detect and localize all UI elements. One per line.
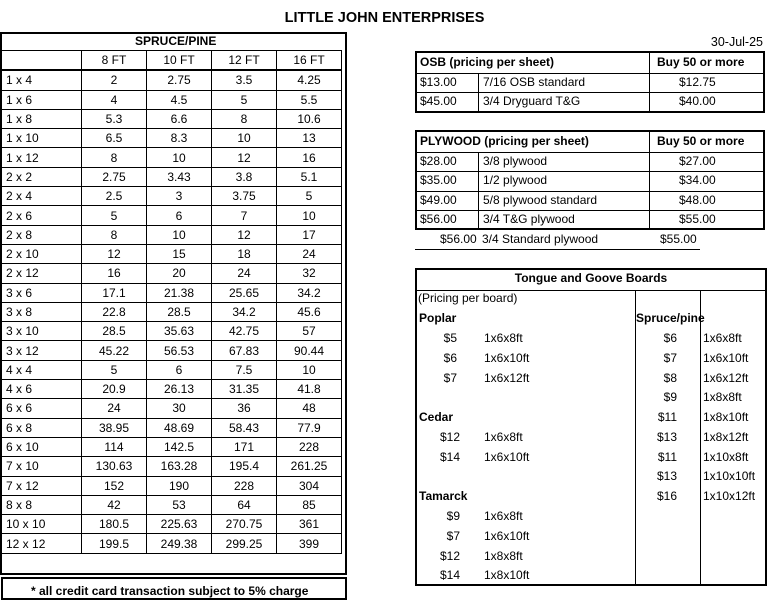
lumber-price: 38.95 — [82, 418, 147, 437]
spruce_pine-size: 1x6x10ft — [703, 350, 749, 365]
lumber-price: 10 — [147, 148, 212, 167]
spruce_pine-price: $11 — [657, 410, 677, 424]
lumber-price: 67.83 — [212, 341, 277, 360]
lumber-price: 5.3 — [82, 109, 147, 128]
plywood-price: $28.00 — [420, 153, 457, 168]
lumber-size: 1 x 6 — [2, 90, 82, 109]
lumber-price: 5 — [82, 360, 147, 379]
lumber-row — [2, 187, 342, 206]
lumber-price: 24 — [212, 264, 277, 283]
spruce-pine-title: SPRUCE/PINE — [135, 34, 217, 48]
spruce_pine-size: 1x6x12ft — [703, 370, 749, 385]
lumber-size: 2 x 12 — [2, 264, 82, 283]
spruce_pine-price: $11 — [657, 449, 677, 464]
plywood-bulk-price: $27.00 — [679, 153, 716, 168]
spruce_pine-size: 1x10x10ft — [703, 469, 756, 484]
lumber-price: 195.4 — [212, 457, 277, 476]
lumber-price: 7 — [212, 206, 277, 225]
lumber-size: 1 x 12 — [2, 148, 82, 167]
lumber-size: 3 x 6 — [2, 283, 82, 302]
plywood-row — [417, 191, 763, 212]
column-header: 16 FT — [277, 51, 342, 71]
lumber-size: 1 x 4 — [2, 70, 82, 90]
cedar-size: 1x6x10ft — [484, 449, 530, 464]
lumber-price: 171 — [212, 437, 277, 456]
lumber-price: 64 — [212, 495, 277, 514]
lumber-size: 3 x 8 — [2, 302, 82, 321]
lumber-price: 31.35 — [212, 380, 277, 399]
lumber-row — [2, 418, 342, 437]
tamarck-price: $9 — [446, 509, 460, 523]
lumber-price: 8.3 — [147, 129, 212, 148]
lumber-price: 2.5 — [82, 187, 147, 206]
lumber-price: 261.25 — [277, 457, 342, 476]
lumber-price: 6.6 — [147, 109, 212, 128]
lumber-size: 2 x 6 — [2, 206, 82, 225]
spruce_pine-size: 1x8x12ft — [703, 429, 749, 444]
lumber-size: 8 x 8 — [2, 495, 82, 514]
lumber-price: 35.63 — [147, 322, 212, 341]
poplar-price: $6 — [443, 350, 457, 365]
lumber-price: 3.8 — [212, 167, 277, 186]
lumber-price: 20.9 — [82, 380, 147, 399]
plywood-row — [417, 210, 763, 230]
poplar-size: 1x6x10ft — [484, 350, 530, 365]
lumber-price: 30 — [147, 399, 212, 418]
tamarck-size: 1x6x10ft — [484, 528, 530, 543]
lumber-price: 58.43 — [212, 418, 277, 437]
tongue-groove-title: Tongue and Goove Boards — [514, 271, 668, 285]
cedar-size: 1x6x8ft — [484, 430, 523, 444]
lumber-price: 16 — [82, 264, 147, 283]
lumber-price: 85 — [277, 495, 342, 514]
lumber-size: 6 x 6 — [2, 399, 82, 418]
lumber-row — [2, 302, 342, 321]
lumber-row — [2, 90, 342, 109]
lumber-price: 41.8 — [277, 380, 342, 399]
lumber-price: 228 — [277, 437, 342, 456]
lumber-price: 57 — [277, 322, 342, 341]
osb-header-row — [417, 53, 763, 74]
cedar-label: Cedar — [419, 410, 454, 424]
lumber-price: 8 — [212, 109, 277, 128]
lumber-price: 48.69 — [147, 418, 212, 437]
lumber-price: 90.44 — [277, 341, 342, 360]
plywood-bulk-header: Buy 50 or more — [657, 134, 745, 148]
lumber-row — [2, 341, 342, 360]
lumber-price: 12 — [212, 148, 277, 167]
lumber-row — [2, 225, 342, 244]
lumber-price: 2 — [82, 70, 147, 90]
plywood-header: PLYWOOD (pricing per sheet) — [420, 134, 589, 148]
spruce-pine-tg-label: Spruce/pine — [636, 311, 705, 325]
lumber-row — [2, 206, 342, 225]
lumber-price: 6 — [147, 360, 212, 379]
lumber-price: 114 — [82, 437, 147, 456]
lumber-price: 42.75 — [212, 322, 277, 341]
lumber-row — [2, 264, 342, 283]
poplar-price: $7 — [443, 370, 457, 385]
lumber-size: 1 x 8 — [2, 109, 82, 128]
lumber-price: 228 — [212, 476, 277, 495]
lumber-price: 163.28 — [147, 457, 212, 476]
lumber-price: 8 — [82, 225, 147, 244]
lumber-size: 2 x 8 — [2, 225, 82, 244]
lumber-price: 180.5 — [82, 515, 147, 534]
lumber-size: 3 x 12 — [2, 341, 82, 360]
lumber-price: 17 — [277, 225, 342, 244]
lumber-price: 199.5 — [82, 534, 147, 553]
lumber-price: 10.6 — [277, 109, 342, 128]
lumber-row — [2, 437, 342, 456]
lumber-price: 20 — [147, 264, 212, 283]
lumber-price: 142.5 — [147, 437, 212, 456]
tamarck-price: $7 — [446, 528, 460, 543]
lumber-price: 28.5 — [82, 322, 147, 341]
osb-bulk-header: Buy 50 or more — [657, 55, 745, 69]
osb-row — [417, 73, 763, 94]
lumber-price: 152 — [82, 476, 147, 495]
spruce_pine-size: 1x6x8ft — [703, 331, 742, 345]
lumber-price: 304 — [277, 476, 342, 495]
lumber-price: 13 — [277, 129, 342, 148]
column-header-row — [2, 51, 342, 71]
credit-card-footnote: * all credit card transaction subject to 5% charge — [1, 577, 347, 600]
lumber-price: 12 — [82, 244, 147, 263]
lumber-row — [2, 534, 342, 553]
lumber-price: 26.13 — [147, 380, 212, 399]
lumber-price: 249.38 — [147, 534, 212, 553]
lumber-price: 190 — [147, 476, 212, 495]
spruce_pine-size: 1x8x8ft — [703, 390, 742, 405]
lumber-price: 5.1 — [277, 167, 342, 186]
tamarck-label: Tamarck — [419, 489, 468, 503]
plywood-bulk-price: $34.00 — [679, 173, 716, 187]
lumber-size: 10 x 10 — [2, 515, 82, 534]
tongue-groove-note: (Pricing per board) — [418, 291, 518, 305]
plywood-item: 3/4 T&G plywood — [483, 212, 575, 226]
plywood-price: $56.00 — [420, 212, 457, 226]
lumber-row — [2, 515, 342, 534]
plywood-header-row — [417, 132, 763, 153]
tongue-groove-table — [415, 268, 767, 586]
lumber-price: 32 — [277, 264, 342, 283]
spruce_pine-price: $6 — [663, 331, 677, 345]
lumber-row — [2, 283, 342, 302]
lumber-price: 34.2 — [212, 302, 277, 321]
plywood-price: $35.00 — [420, 173, 457, 187]
lumber-price: 36 — [212, 399, 277, 418]
lumber-price: 3 — [147, 187, 212, 206]
lumber-price: 7.5 — [212, 360, 277, 379]
tamarck-price: $12 — [439, 548, 460, 563]
osb-price: $13.00 — [420, 74, 457, 89]
plywood-table — [415, 130, 765, 230]
spruce_pine-price: $16 — [656, 489, 677, 503]
spruce_pine-price: $13 — [656, 429, 677, 444]
poplar-label: Poplar — [419, 311, 457, 325]
column-header: 10 FT — [147, 51, 212, 71]
lumber-price: 17.1 — [82, 283, 147, 302]
lumber-price: 4.25 — [277, 70, 342, 90]
lumber-row — [2, 244, 342, 263]
date-label: 30-Jul-25 — [710, 35, 763, 49]
poplar-size: 1x6x12ft — [484, 370, 530, 385]
lumber-row — [2, 380, 342, 399]
lumber-row — [2, 457, 342, 476]
plywood-price: $49.00 — [420, 192, 457, 207]
osb-price: $45.00 — [420, 94, 457, 108]
lumber-size: 6 x 8 — [2, 418, 82, 437]
lumber-row — [2, 167, 342, 186]
lumber-size: 4 x 4 — [2, 360, 82, 379]
spruce_pine-price: $9 — [663, 390, 677, 405]
plywood-extra-item: 3/4 Standard plywood — [482, 232, 599, 246]
lumber-price: 25.65 — [212, 283, 277, 302]
lumber-price: 5.5 — [277, 90, 342, 109]
plywood-extra-price: $56.00 — [440, 232, 477, 246]
lumber-price: 299.25 — [212, 534, 277, 553]
lumber-price: 22.8 — [82, 302, 147, 321]
lumber-price: 15 — [147, 244, 212, 263]
lumber-price: 10 — [277, 206, 342, 225]
tamarck-size: 1x8x10ft — [484, 568, 530, 583]
lumber-price: 4.5 — [147, 90, 212, 109]
column-header: 8 FT — [82, 51, 147, 71]
lumber-price: 6 — [147, 206, 212, 225]
lumber-row — [2, 129, 342, 148]
lumber-price: 53 — [147, 495, 212, 514]
lumber-size: 6 x 10 — [2, 437, 82, 456]
spruce-pine-table — [1, 32, 342, 554]
lumber-price: 3.43 — [147, 167, 212, 186]
tamarck-price: $14 — [439, 568, 460, 583]
cedar-price: $12 — [439, 430, 460, 444]
lumber-price: 24 — [277, 244, 342, 263]
lumber-price: 28.5 — [147, 302, 212, 321]
lumber-price: 5 — [277, 187, 342, 206]
osb-bulk-price: $12.75 — [679, 74, 716, 89]
lumber-row — [2, 360, 342, 379]
lumber-size: 2 x 10 — [2, 244, 82, 263]
lumber-row — [2, 495, 342, 514]
spruce_pine-size: 1x10x12ft — [703, 489, 756, 503]
osb-item: 3/4 Dryguard T&G — [483, 94, 581, 108]
plywood-bulk-price: $55.00 — [679, 212, 716, 226]
lumber-price: 10 — [147, 225, 212, 244]
osb-bulk-price: $40.00 — [679, 94, 716, 108]
lumber-price: 3.5 — [212, 70, 277, 90]
lumber-price: 5 — [82, 206, 147, 225]
plywood-row — [417, 152, 763, 173]
lumber-row — [2, 148, 342, 167]
lumber-price: 225.63 — [147, 515, 212, 534]
poplar-size: 1x6x8ft — [484, 331, 523, 345]
lumber-price: 2.75 — [82, 167, 147, 186]
lumber-size: 7 x 12 — [2, 476, 82, 495]
lumber-price: 6.5 — [82, 129, 147, 148]
plywood-bulk-price: $48.00 — [679, 192, 716, 207]
spruce_pine-price: $7 — [663, 350, 677, 365]
osb-item: 7/16 OSB standard — [483, 74, 586, 89]
lumber-price: 5 — [212, 90, 277, 109]
lumber-size: 4 x 6 — [2, 380, 82, 399]
lumber-price: 10 — [212, 129, 277, 148]
osb-table — [415, 51, 765, 113]
lumber-price: 42 — [82, 495, 147, 514]
lumber-price: 45.6 — [277, 302, 342, 321]
lumber-price: 2.75 — [147, 70, 212, 90]
lumber-size: 2 x 2 — [2, 167, 82, 186]
tamarck-size: 1x8x8ft — [484, 548, 523, 563]
lumber-price: 8 — [82, 148, 147, 167]
lumber-price: 130.63 — [82, 457, 147, 476]
lumber-price: 48 — [277, 399, 342, 418]
plywood-item: 5/8 plywood standard — [483, 192, 598, 207]
osb-row — [417, 92, 763, 112]
tamarck-size: 1x6x8ft — [484, 509, 523, 523]
lumber-price: 56.53 — [147, 341, 212, 360]
lumber-row — [2, 322, 342, 341]
lumber-price: 77.9 — [277, 418, 342, 437]
company-title: LITTLE JOHN ENTERPRISES — [284, 10, 485, 26]
spruce_pine-size: 1x10x8ft — [703, 449, 749, 464]
column-header: 12 FT — [212, 51, 277, 71]
lumber-price: 21.38 — [147, 283, 212, 302]
spruce_pine-price: $8 — [663, 370, 677, 385]
lumber-price: 10 — [277, 360, 342, 379]
lumber-row — [2, 476, 342, 495]
lumber-size: 12 x 12 — [2, 534, 82, 553]
osb-header: OSB (pricing per sheet) — [420, 55, 555, 69]
lumber-price: 3.75 — [212, 187, 277, 206]
lumber-price: 24 — [82, 399, 147, 418]
lumber-row — [2, 109, 342, 128]
lumber-price: 34.2 — [277, 283, 342, 302]
plywood-extra-bulk: $55.00 — [660, 232, 697, 246]
lumber-row — [2, 70, 342, 90]
lumber-size: 2 x 4 — [2, 187, 82, 206]
lumber-size: 7 x 10 — [2, 457, 82, 476]
spruce_pine-price: $13 — [656, 469, 677, 484]
plywood-item: 1/2 plywood — [483, 173, 548, 187]
lumber-price: 18 — [212, 244, 277, 263]
poplar-price: $5 — [443, 331, 457, 345]
lumber-price: 16 — [277, 148, 342, 167]
lumber-price: 270.75 — [212, 515, 277, 534]
lumber-price: 399 — [277, 534, 342, 553]
spruce_pine-size: 1x8x10ft — [703, 410, 749, 424]
plywood-row — [417, 171, 763, 192]
plywood-item: 3/8 plywood — [483, 153, 548, 168]
cedar-price: $14 — [439, 449, 460, 464]
lumber-size: 3 x 10 — [2, 322, 82, 341]
plywood-extra-divider — [415, 249, 700, 250]
lumber-price: 12 — [212, 225, 277, 244]
lumber-price: 4 — [82, 90, 147, 109]
lumber-price: 361 — [277, 515, 342, 534]
lumber-price: 45.22 — [82, 341, 147, 360]
lumber-size: 1 x 10 — [2, 129, 82, 148]
lumber-row — [2, 399, 342, 418]
